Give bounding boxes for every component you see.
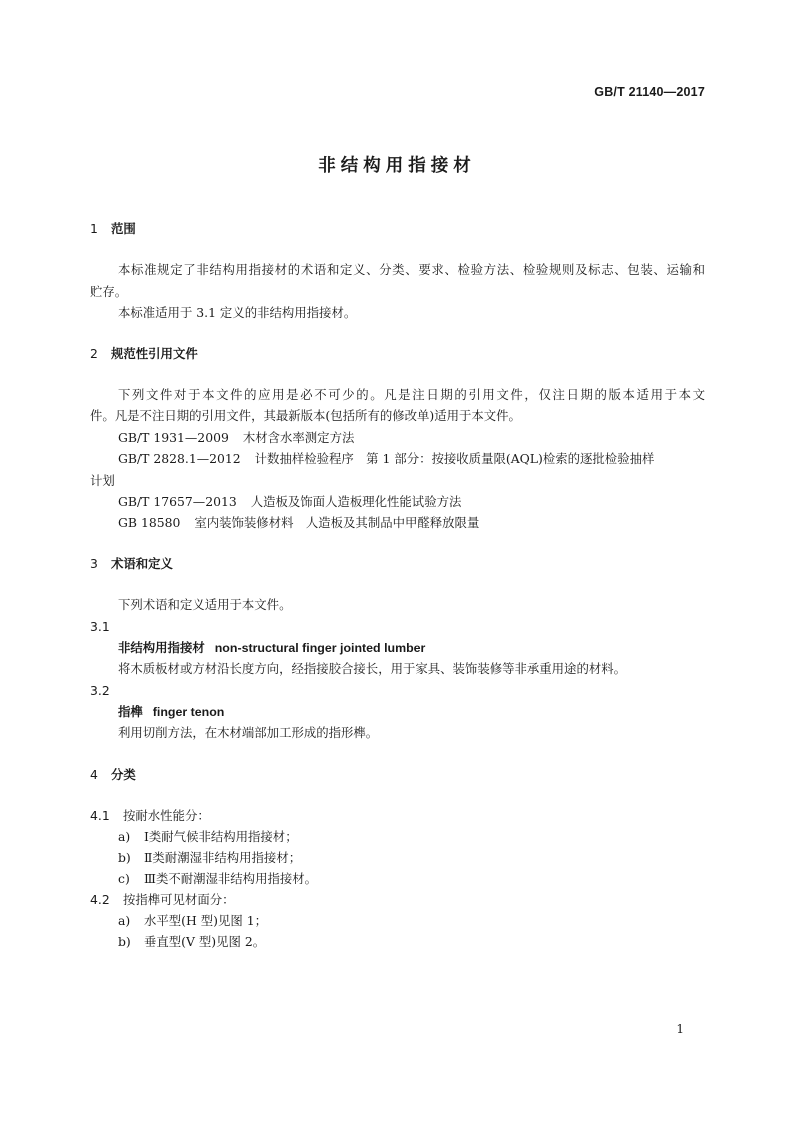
list-text: 水平型(H 型)见图 1； [144, 913, 267, 928]
standard-code: GB/T 21140—2017 [594, 85, 705, 99]
section-title: 范围 [111, 221, 136, 236]
term-zh: 指榫 [118, 704, 143, 719]
section-title: 分类 [111, 767, 136, 782]
reference-item [118, 491, 705, 512]
section-number: 3 [90, 556, 98, 571]
section-heading-4 [90, 764, 136, 785]
paragraph-line: 贮存。 [90, 284, 128, 299]
paragraph-line: 下列术语和定义适用于本文件。 [118, 597, 292, 612]
reference-title: 木材含水率测定方法 [242, 430, 355, 445]
clause-number: 4.1 [90, 808, 110, 823]
clause [90, 889, 705, 910]
list-label: b) [118, 850, 131, 865]
term-entry [118, 637, 705, 659]
document-title: 非结构用指接材 [318, 156, 476, 176]
clause [90, 805, 705, 826]
reference-title: 室内装饰装修材料 人造板及其制品中甲醛释放限量 [194, 515, 480, 530]
reference-title: 计数抽样检验程序 第 1 部分：按接收质量限(AQL)检索的逐批检验抽样 [254, 451, 655, 466]
paragraph-line: 本标准规定了非结构用指接材的术语和定义、分类、要求、检验方法、检验规则及标志、包装、运输和 [118, 262, 705, 277]
list-text: Ⅲ类不耐潮湿非结构用指接材。 [144, 871, 318, 886]
section-title: 规范性引用文件 [111, 346, 198, 361]
term-definition: 利用切削方法，在木材端部加工形成的指形榫。 [118, 725, 379, 740]
clause-number: 4.2 [90, 892, 110, 907]
section-number: 4 [90, 767, 98, 782]
section-number: 2 [90, 346, 98, 361]
list-label: a) [118, 913, 131, 928]
list-text: Ⅱ类耐潮湿非结构用指接材； [144, 850, 302, 865]
reference-title: 人造板及饰面人造板理化性能试验方法 [250, 494, 462, 509]
clause-text: 按耐水性能分： [123, 808, 210, 823]
reference-code: GB/T 2828.1—2012 [118, 451, 241, 466]
reference-item [118, 448, 705, 469]
reference-item [118, 427, 705, 448]
paragraph-line: 本标准适用于 3.1 定义的非结构用指接材。 [118, 305, 357, 320]
reference-code: GB/T 17657—2013 [118, 494, 237, 509]
list-label: c) [118, 871, 130, 886]
list-item [118, 910, 705, 931]
section-heading-1 [90, 218, 136, 239]
list-item [118, 931, 705, 952]
list-item [118, 847, 705, 868]
term-en: non-structural finger jointed lumber [214, 641, 426, 655]
list-label: b) [118, 934, 131, 949]
term-definition: 将木质板材或方材沿长度方向，经指接胶合接长，用于家具、装饰装修等非承重用途的材料。 [118, 661, 627, 676]
section-heading-2 [90, 343, 198, 364]
reference-code: GB 18580 [118, 515, 181, 530]
section-number: 1 [90, 221, 98, 236]
reference-code: GB/T 1931—2009 [118, 430, 229, 445]
term-number: 3.1 [90, 619, 110, 634]
section-heading-3 [90, 553, 173, 574]
term-number: 3.2 [90, 683, 110, 698]
term-zh: 非结构用指接材 [118, 640, 205, 655]
reference-item [118, 512, 705, 533]
reference-title-continued: 计划 [90, 473, 115, 488]
paragraph-line: 件。凡是不注日期的引用文件，其最新版本(包括所有的修改单)适用于本文件。 [90, 408, 521, 423]
list-text: Ⅰ类耐气候非结构用指接材； [144, 829, 298, 844]
list-label: a) [118, 829, 131, 844]
page-number: 1 [676, 1022, 684, 1036]
term-entry [118, 701, 705, 723]
section-title: 术语和定义 [111, 556, 173, 571]
list-text: 垂直型(V 型)见图 2。 [144, 934, 266, 949]
term-en: finger tenon [152, 705, 225, 719]
list-item [118, 826, 705, 847]
paragraph-line: 下列文件对于本文件的应用是必不可少的。凡是注日期的引用文件，仅注日期的版本适用于本文 [118, 387, 705, 402]
list-item [118, 868, 705, 889]
clause-text: 按指榫可见材面分： [123, 892, 235, 907]
